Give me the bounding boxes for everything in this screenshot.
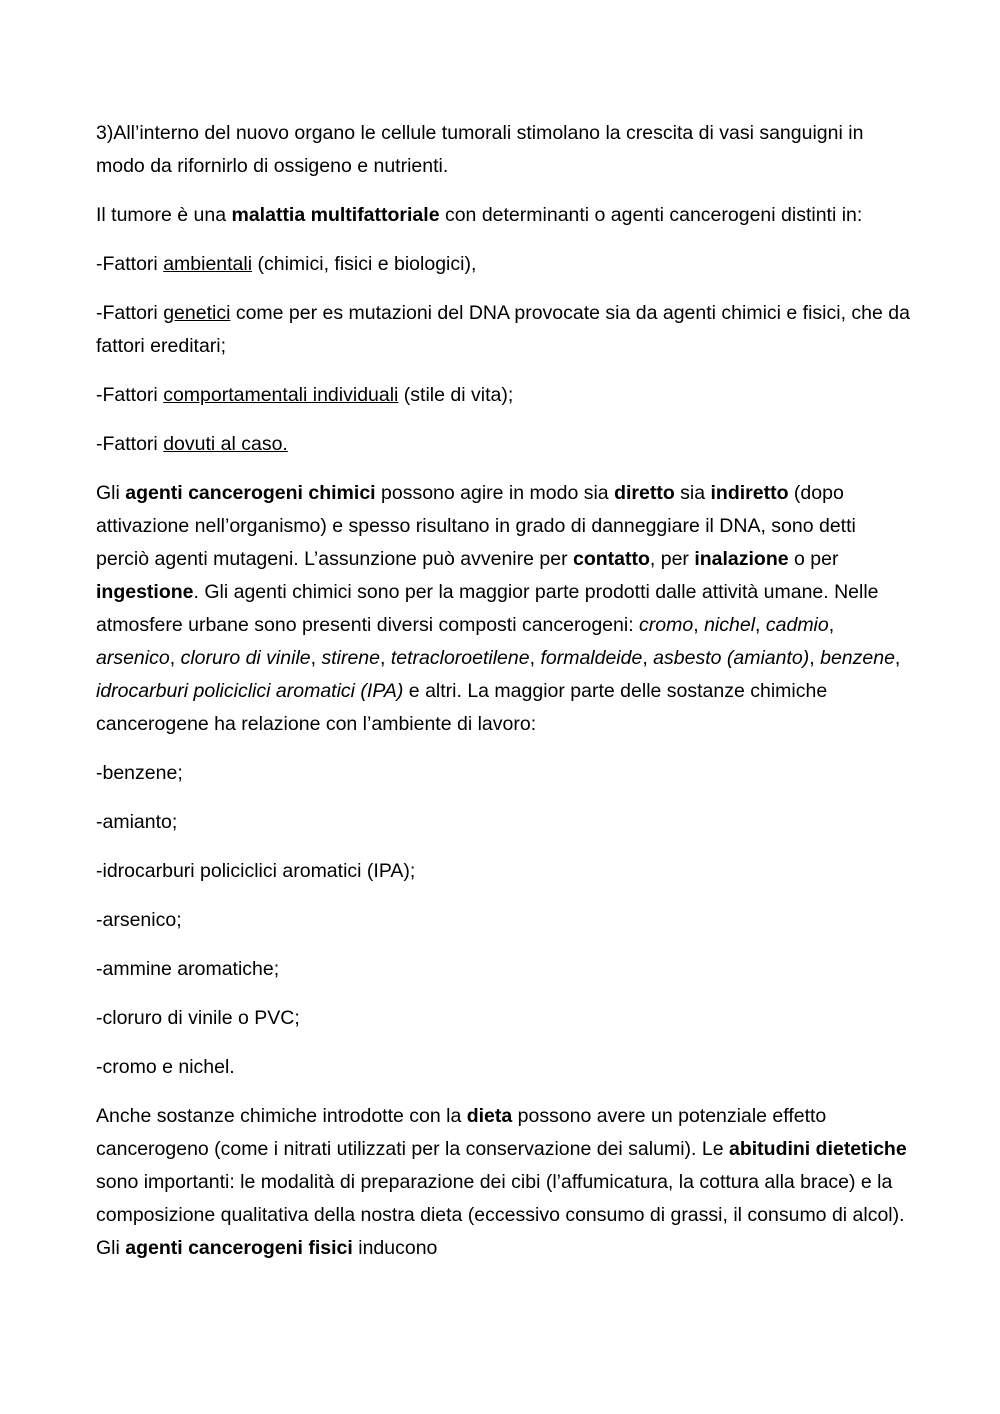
list-item: -idrocarburi policiclici aromatici (IPA);: [96, 860, 416, 882]
text: ,: [642, 647, 654, 669]
text: ,: [828, 614, 835, 636]
text: ,: [755, 614, 766, 636]
bold-term: abitudini dietetiche: [728, 1138, 907, 1160]
factor-item: [96, 379, 911, 412]
list-item: -ammine aromatiche;: [96, 958, 280, 980]
italic-term: cloruro di vinile: [180, 647, 311, 669]
text: e altri. La maggior parte delle sostanze chimiche cancerogene ha relazione con l’ambiente di lavoro:: [96, 680, 828, 735]
italic-term: cadmio: [765, 614, 829, 636]
italic-term: idrocarburi policiclici aromatici (IPA): [96, 680, 404, 702]
text: ,: [380, 647, 391, 669]
italic-term: tetracloroetilene: [390, 647, 530, 669]
italic-term: asbesto (amianto): [653, 647, 810, 669]
text: -Fattori: [96, 384, 164, 406]
italic-term: stirene: [321, 647, 380, 669]
bold-term: dieta: [466, 1105, 513, 1127]
text: ,: [693, 614, 705, 636]
text: Gli: [96, 482, 126, 504]
list-item: -arsenico;: [96, 909, 182, 931]
text: (dopo attivazione nell’organismo) e spesso risultano in grado di danneggiare il DNA, sono detti perciò agenti mutageni. L’assunzione può avvenire per: [96, 482, 856, 570]
factor-item: [96, 297, 911, 363]
text: (chimici, fisici e biologici),: [252, 253, 477, 275]
text: possono agire in modo sia: [375, 482, 615, 504]
text: con determinanti o agenti cancerogeni distinti in:: [439, 204, 863, 226]
bold-term: diretto: [614, 482, 675, 504]
text: (stile di vita);: [398, 384, 514, 406]
text: -Fattori: [96, 253, 164, 275]
underlined-term: dovuti al caso.: [163, 433, 288, 455]
paragraph-chemical-agents: [96, 477, 911, 741]
text: ,: [169, 647, 181, 669]
list-item: -benzene;: [96, 762, 183, 784]
paragraph-multifactorial: [96, 199, 911, 232]
italic-term: nichel: [704, 614, 756, 636]
bold-term: ingestione: [96, 581, 194, 603]
text: Il tumore è una: [96, 204, 232, 226]
underlined-term: comportamentali individuali: [163, 384, 399, 406]
bold-term: indiretto: [710, 482, 789, 504]
factor-item: [96, 248, 911, 281]
text: ,: [894, 647, 901, 669]
text: come per es mutazioni del DNA provocate sia da agenti chimici e fisici, che da fattori ereditari;: [96, 302, 910, 357]
factor-item: [96, 428, 911, 461]
list-item: -amianto;: [96, 811, 178, 833]
bold-term: contatto: [572, 548, 650, 570]
text: ,: [809, 647, 821, 669]
text: sono importanti: le modalità di preparazione dei cibi (l’affumicatura, la cottura alla brace) e la composizione qualitativa della nostra dieta (eccessivo consumo di grassi, il consumo di alcol). Gli: [96, 1171, 905, 1259]
paragraph-tumor-vessels: 3)All’interno del nuovo organo le cellule tumorali stimolano la crescita di vasi sanguigni in modo da rifornirlo di ossigeno e nutrienti.: [96, 122, 864, 177]
bold-term: malattia multifattoriale: [231, 204, 440, 226]
italic-term: formaldeide: [540, 647, 643, 669]
italic-term: benzene: [820, 647, 895, 669]
bold-term: inalazione: [694, 548, 789, 570]
text: -Fattori: [96, 433, 164, 455]
list-item: -cloruro di vinile o PVC;: [96, 1007, 300, 1029]
text: ,: [529, 647, 541, 669]
text: ,: [310, 647, 322, 669]
text: . Gli agenti chimici sono per la maggior parte prodotti dalle attività umane. Nelle atmosfere urbane sono presenti diversi composti cancerogeni:: [96, 581, 879, 636]
list-item: -cromo e nichel.: [96, 1056, 235, 1078]
text: sia: [674, 482, 711, 504]
text: -Fattori: [96, 302, 164, 324]
paragraph-diet: [96, 1100, 911, 1265]
underlined-term: ambientali: [163, 253, 253, 275]
text: Anche sostanze chimiche introdotte con la: [96, 1105, 467, 1127]
text: possono avere un potenziale effetto cancerogeno (come i nitrati utilizzati per la conservazione dei salumi). Le: [96, 1105, 827, 1160]
italic-term: cromo: [639, 614, 694, 636]
page-content: [96, 117, 911, 1281]
text: , per: [649, 548, 695, 570]
text: inducono: [352, 1237, 438, 1259]
italic-term: arsenico: [96, 647, 170, 669]
underlined-term: genetici: [163, 302, 231, 324]
bold-term: agenti cancerogeni chimici: [125, 482, 376, 504]
bold-term: agenti cancerogeni fisici: [125, 1237, 353, 1259]
text: o per: [788, 548, 839, 570]
